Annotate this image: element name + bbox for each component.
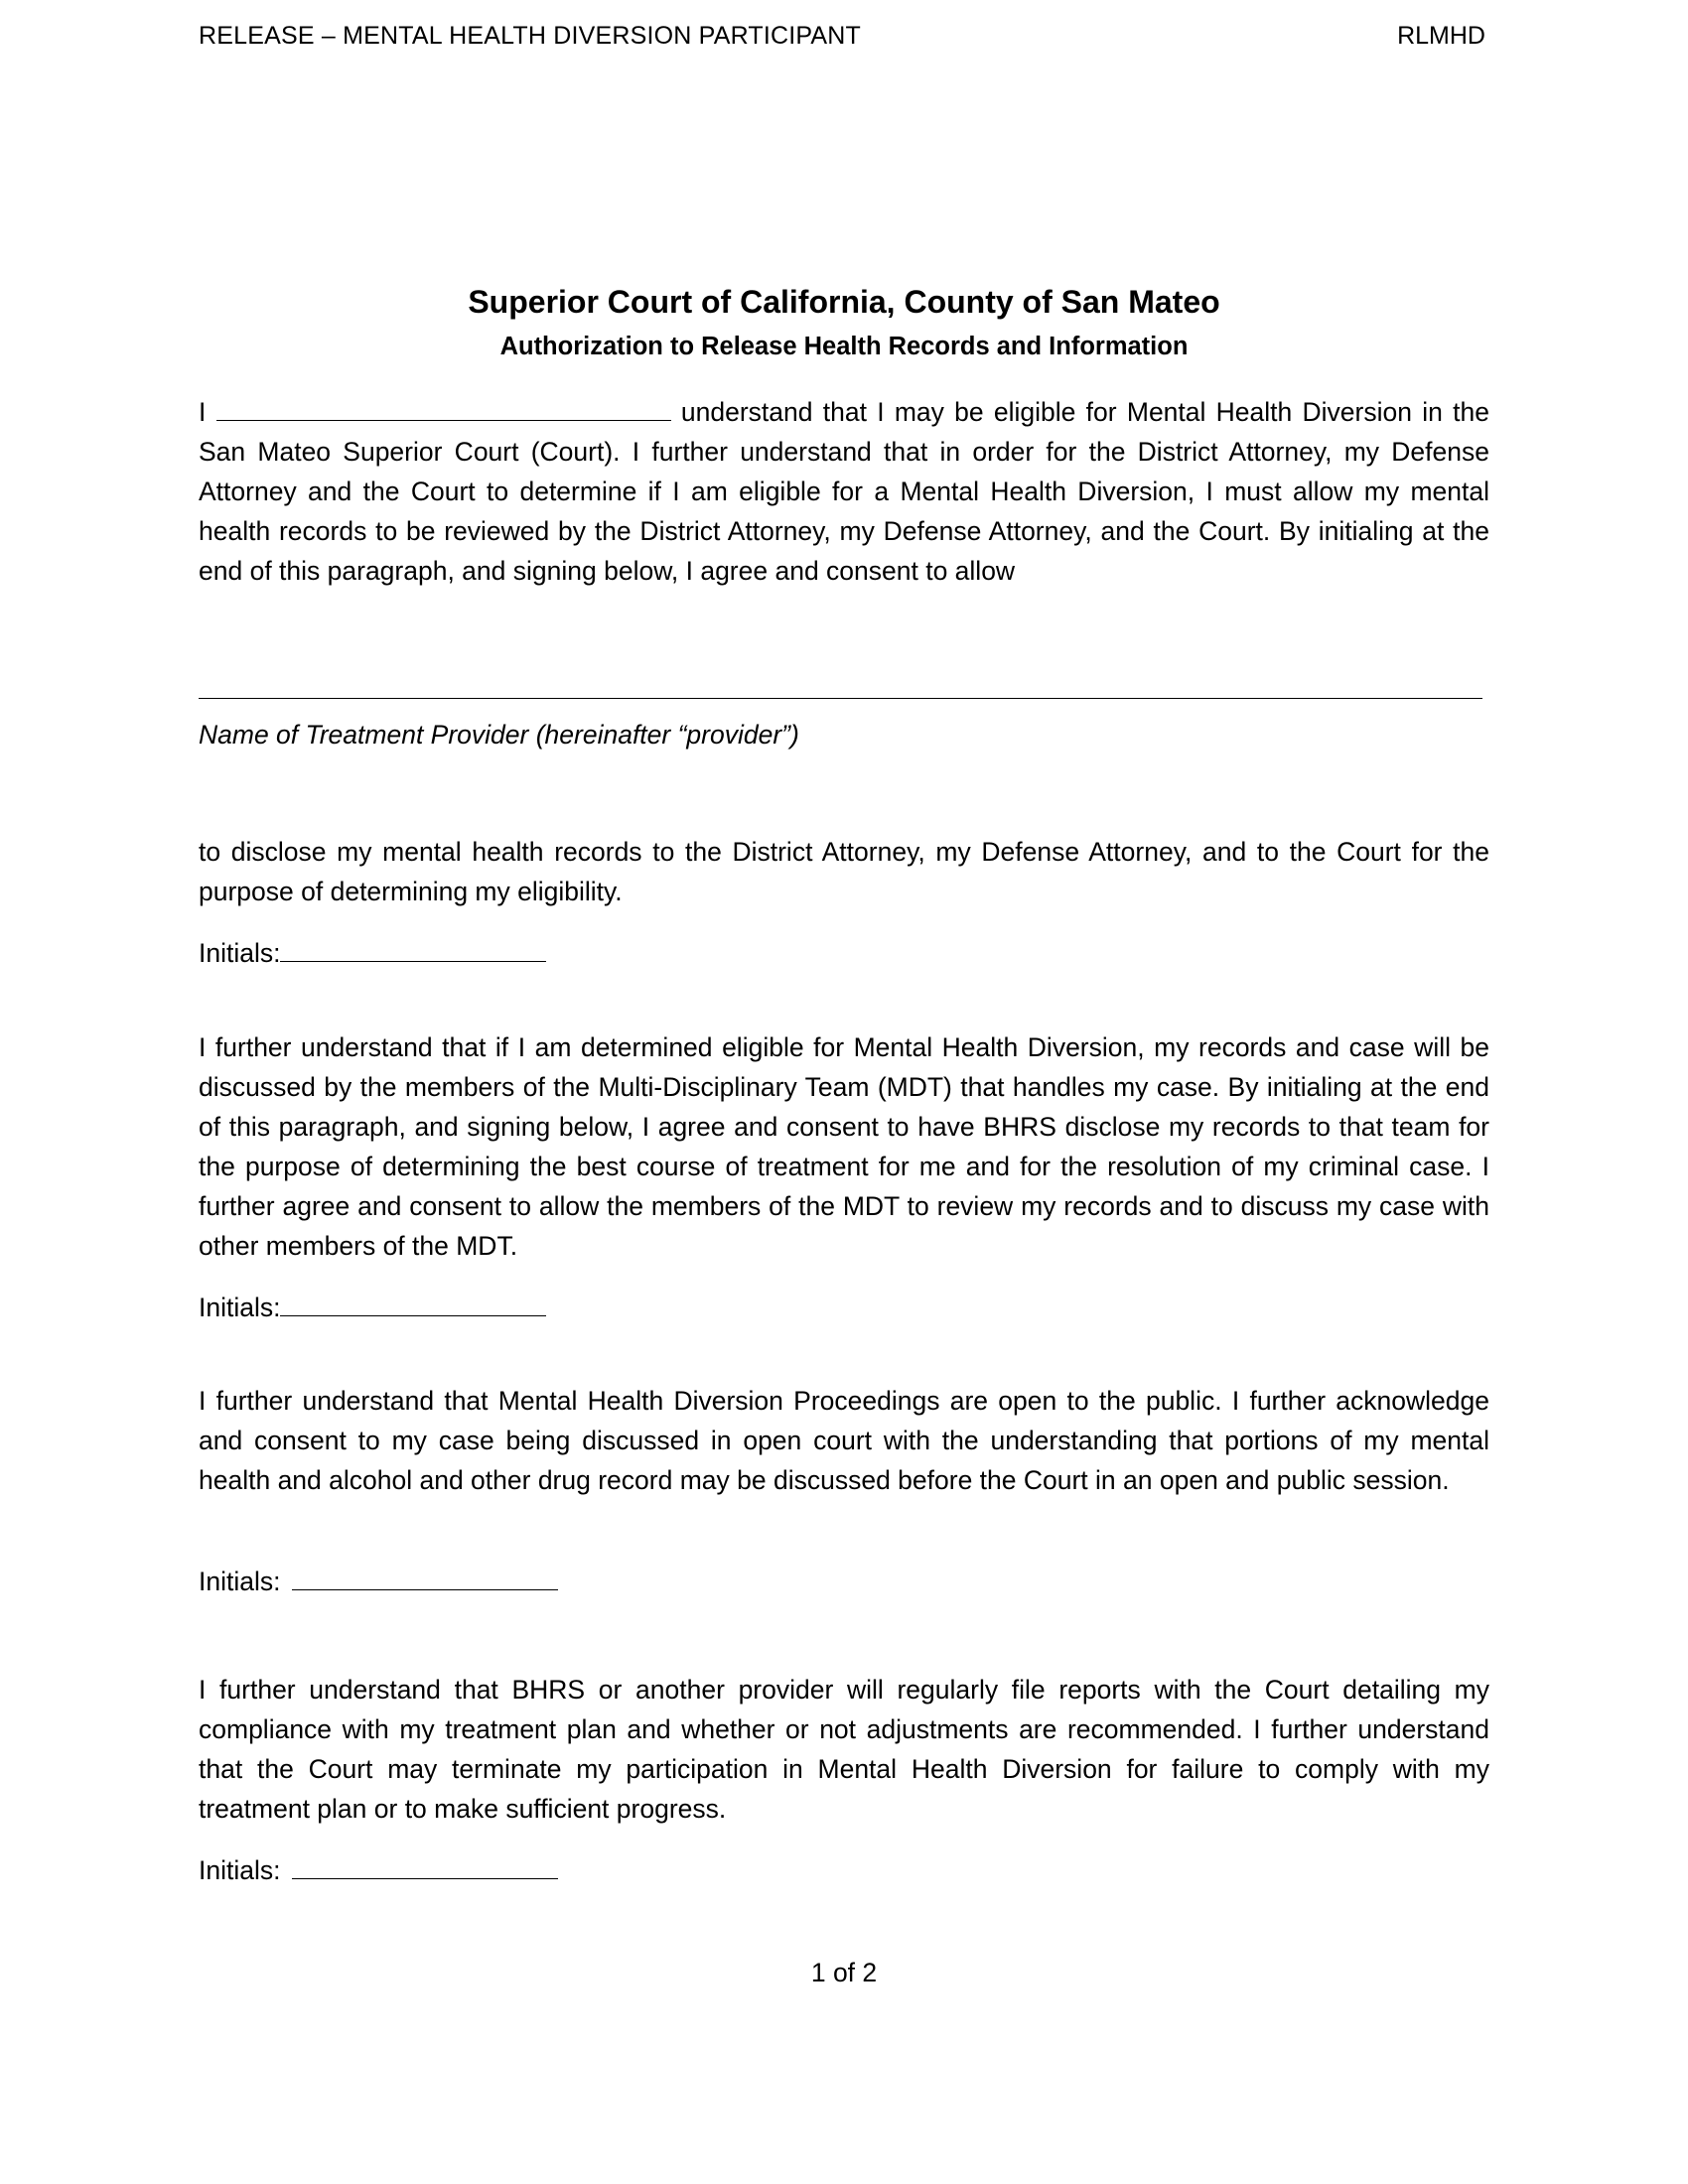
initials-field-4[interactable] [292, 1852, 558, 1879]
paragraph-prefix: I [199, 397, 207, 427]
initials-label: Initials: [199, 1855, 281, 1885]
initials-row [199, 1562, 558, 1601]
initials-field-1[interactable] [280, 935, 546, 962]
participant-name-field[interactable] [216, 394, 671, 421]
initials-label: Initials: [199, 1567, 281, 1596]
page-number: 1 of 2 [810, 1958, 878, 1987]
provider-name-field[interactable] [199, 698, 1482, 699]
initials-field-3[interactable] [292, 1564, 558, 1590]
paragraph-mdt: I further understand that if I am determined eligible for Mental Health Diversion, my records and case will be discussed by the members of the Multi-Disciplinary Team (MDT) that handles my case. By initialing at the end of this paragraph, and signing below, I agree and consent to have BHRS disclose my records to that team for the purpose of determining the best course of treatment for me and for the resolution of my criminal case. I further agree and consent to allow the members of the MDT to review my records and to discuss my case with other members of the MDT. [199, 1032, 1489, 1261]
paragraph-eligibility [199, 392, 1489, 591]
initials-label: Initials: [199, 1293, 281, 1322]
paragraph-reports: I further understand that BHRS or another provider will regularly file reports with the Court detailing my compliance with my treatment plan and whether or not adjustments are recommended. I further understand that the Court may terminate my participation in Mental Health Diversion for failure to comply with my treatment plan or to make sufficient progress. [199, 1675, 1489, 1824]
paragraph-eligibility-text: understand that I may be eligible for Mental Health Diversion in the San Mateo Superior Court (Court). I further understand that in order for the District Attorney, my Defense Attorney and the Court to determine if I am eligible for a Mental Health Diversion, I must allow my mental health records to be reviewed by the District Attorney, my Defense Attorney, and the Court. By initialing at the end of this paragraph, and signing below, I agree and consent to allow [199, 397, 1489, 586]
page-title: Superior Court of California, County of San Mateo [468, 284, 1220, 320]
provider-label: Name of Treatment Provider (hereinafter “provider”) [199, 720, 799, 750]
initials-row [199, 1288, 546, 1327]
initials-field-2[interactable] [280, 1290, 546, 1316]
paragraph-disclose: to disclose my mental health records to the District Attorney, my Defense Attorney, and to the Court for the purpose of determining my eligibility. [199, 837, 1489, 906]
header-form-code: RLMHD [1397, 22, 1485, 50]
page-subtitle: Authorization to Release Health Records and Information [499, 333, 1189, 360]
header-form-title: RELEASE – MENTAL HEALTH DIVERSION PARTICIPANT [199, 22, 862, 50]
initials-row [199, 933, 546, 973]
paragraph-public-proceedings: I further understand that Mental Health Diversion Proceedings are open to the public. I further acknowledge and consent to my case being discussed in open court with the understanding that portions of my mental health and alcohol and other drug record may be discussed before the Court in an open and public session. [199, 1386, 1489, 1495]
initials-row [199, 1850, 558, 1890]
initials-label: Initials: [199, 938, 281, 968]
